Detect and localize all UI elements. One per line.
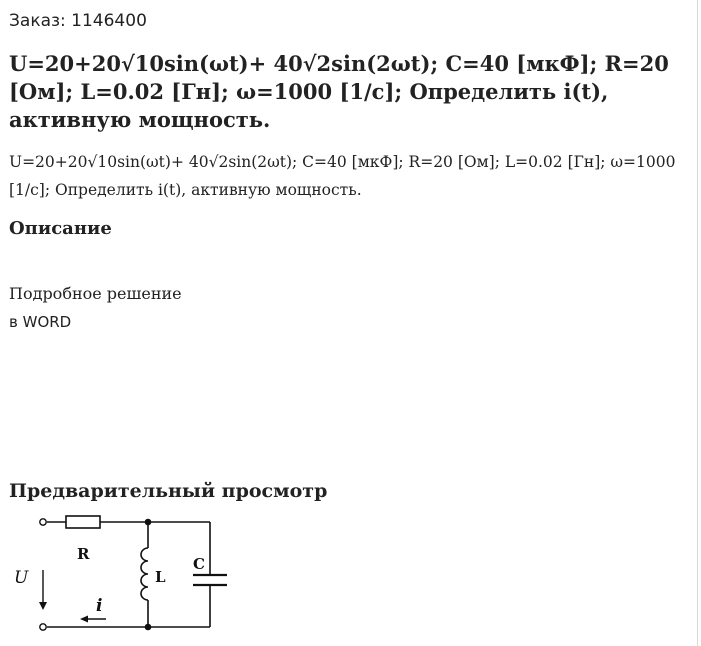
resistor-label: R [77,545,90,563]
preview-heading: Предварительный просмотр [9,480,328,502]
capacitor-label: C [193,555,205,573]
current-arrow [80,616,106,623]
description-line-2: в WORD [9,313,72,331]
resistor-symbol [66,516,100,528]
voltage-label: U [14,568,29,588]
voltage-arrow [39,570,47,610]
junction-top-left [145,519,152,526]
inductor-symbol [141,522,148,627]
description-line-1: Подробное решение [9,284,182,303]
page-right-border [697,0,698,646]
inductor-label: L [155,568,166,586]
capacitor-symbol [193,522,227,627]
description-heading: Описание [9,218,112,239]
circuit-diagram [0,512,250,646]
task-summary: U=20+20√10sin(ωt)+ 40√2sin(2ωt); С=40 [мкФ]; R=20 [Ом]; L=0.02 [Гн]; ω=1000 [1/с]; Определить i(t), активную мощность. [9,153,676,199]
order-number: Заказ: 1146400 [9,11,147,31]
junction-bottom-left [145,624,152,631]
page-title: U=20+20√10sin(ωt)+ 40√2sin(2ωt); С=40 [мкФ]; R=20 [Ом]; L=0.02 [Гн]; ω=1000 [1/с]; Определить i(t), активную мощность. [9,51,669,132]
terminal-bottom [40,624,46,630]
terminal-top [40,519,46,525]
current-label: i [96,596,103,616]
